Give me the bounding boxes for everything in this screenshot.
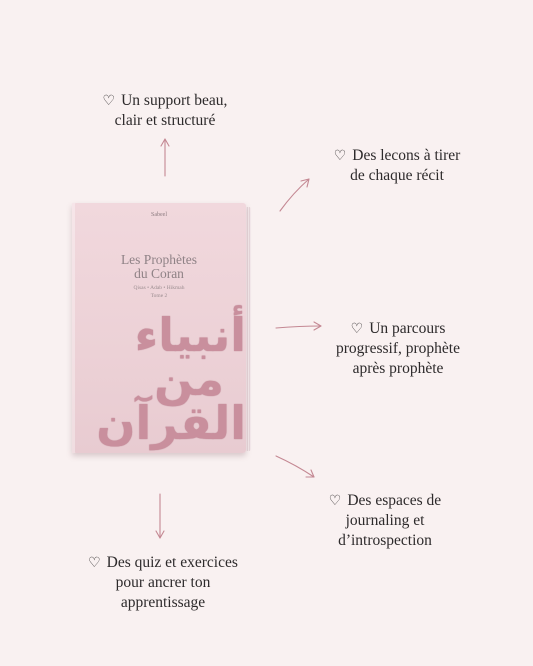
heart-icon: ♡ <box>102 93 116 109</box>
book-arabic-line2: من <box>154 352 224 406</box>
book-publisher: Sabeel <box>151 212 167 218</box>
book-cover <box>72 203 246 453</box>
feature-progressive-line3: après prophète <box>352 360 444 377</box>
heart-icon: ♡ <box>88 555 101 571</box>
feature-lessons <box>318 146 476 186</box>
feature-progressive <box>316 319 480 379</box>
feature-progressive-line2: progressif, prophète <box>336 340 460 357</box>
book-arabic-line3: القرآن <box>96 396 246 450</box>
feature-lessons-line2: de chaque récit <box>350 167 444 184</box>
arrow-to-bottom-feature <box>156 494 164 538</box>
feature-quiz <box>78 553 248 613</box>
feature-journaling-line2: journaling et <box>345 512 425 529</box>
arrow-to-lower-right-feature <box>276 456 314 477</box>
arrow-to-middle-right-feature <box>276 322 321 330</box>
arrow-to-top-feature <box>161 139 169 176</box>
feature-quiz-line3: apprentissage <box>120 594 206 611</box>
feature-quiz-line2: pour ancrer ton <box>115 574 211 591</box>
feature-journaling-line3: d’introspection <box>338 532 432 549</box>
book-title-line1: Les Prophètes <box>120 252 198 267</box>
feature-support-line1: Un support beau, <box>121 92 228 109</box>
heart-icon: ♡ <box>333 148 347 164</box>
feature-journaling-line1: Des espaces de <box>347 492 442 509</box>
feature-support-line2: clair et structuré <box>114 112 216 129</box>
book-title-line2: du Coran <box>134 266 184 281</box>
book-arabic-line1: أنبياء <box>134 308 246 362</box>
book-arabic-calligraphy <box>96 308 246 450</box>
feature-lessons-line1: Des lecons à tirer <box>352 147 461 164</box>
book-subtitle: Qisas • Adab • Hikmah <box>133 285 185 291</box>
heart-icon: ♡ <box>350 321 364 337</box>
book-title <box>72 253 246 281</box>
feature-journaling <box>310 491 460 551</box>
book-tome: Tome 2 <box>150 293 168 299</box>
feature-support <box>85 91 245 131</box>
feature-progressive-line1: Un parcours <box>369 320 446 337</box>
heart-icon: ♡ <box>328 493 342 509</box>
feature-quiz-line1: Des quiz et exercices <box>106 554 238 571</box>
book-image <box>72 203 251 455</box>
book-pages <box>246 207 251 451</box>
arrow-to-upper-right-feature <box>280 179 309 211</box>
